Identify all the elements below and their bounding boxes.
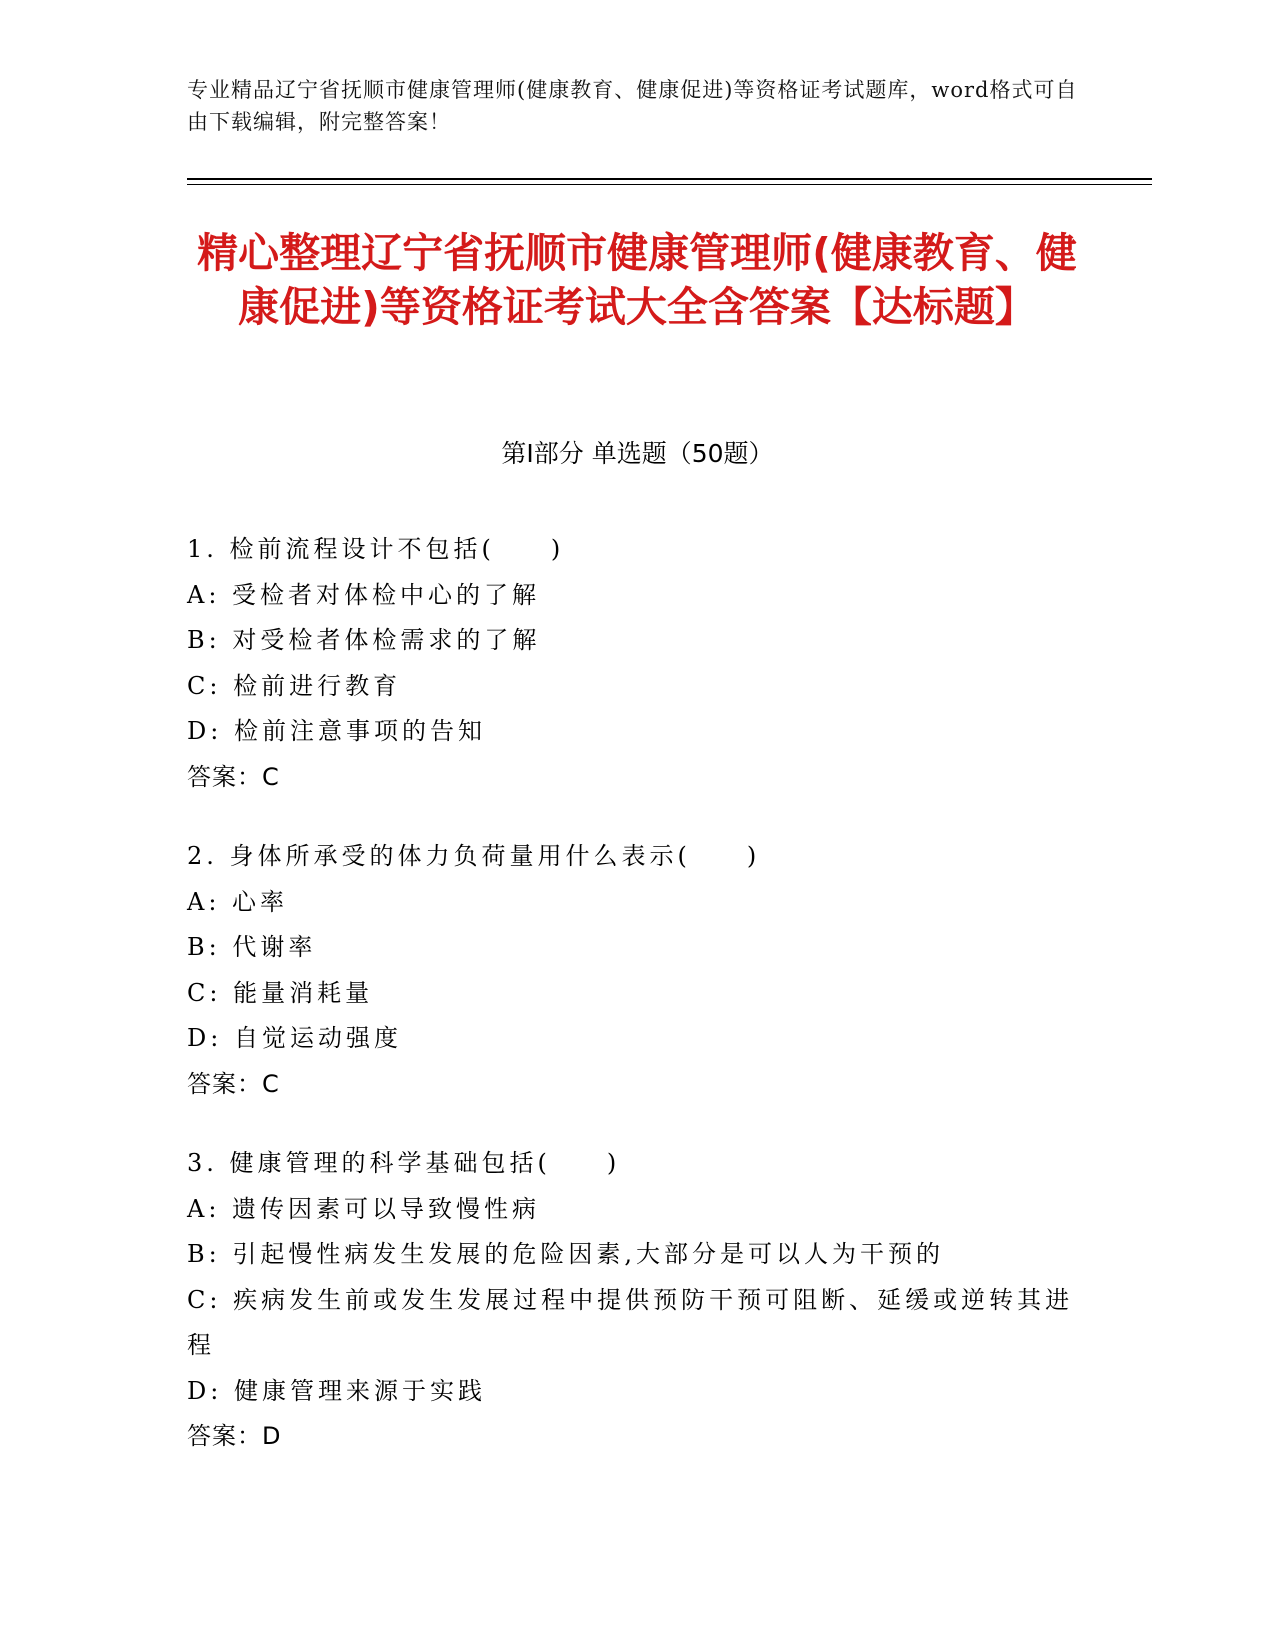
- question-stem: 3. 健康管理的科学基础包括( ): [187, 1149, 621, 1177]
- question-1: [187, 527, 1087, 800]
- section-title: 第Ⅰ部分 单选题（50题）: [501, 439, 774, 468]
- answer: 答案：C: [187, 1069, 280, 1098]
- document-title: 精心整理辽宁省抚顺市健康管理师(健康教育、健康促进)等资格证考试大全含答案【达标题】: [197, 229, 1077, 331]
- answer: 答案：C: [187, 762, 280, 791]
- question-stem: 2. 身体所承受的体力负荷量用什么表示( ): [187, 842, 761, 870]
- option-b: B: 对受检者体检需求的了解: [187, 626, 541, 654]
- question-2: [187, 834, 1087, 1107]
- option-d: D: 健康管理来源于实践: [187, 1376, 486, 1405]
- question-3: [187, 1141, 1087, 1460]
- option-c: C: 能量消耗量: [187, 978, 374, 1007]
- question-list: [187, 527, 1087, 1494]
- option-a: A: 受检者对体检中心的了解: [187, 580, 541, 609]
- option-c: C: 检前进行教育: [187, 671, 402, 700]
- option-b: B: 引起慢性病发生发展的危险因素,大部分是可以人为干预的: [187, 1240, 944, 1268]
- option-a: A: 心率: [187, 887, 289, 916]
- header-rule-thick: [187, 178, 1152, 180]
- option-a: A: 遗传因素可以导致慢性病: [187, 1194, 541, 1223]
- option-d: D: 自觉运动强度: [187, 1024, 402, 1052]
- option-b: B: 代谢率: [187, 933, 317, 961]
- question-stem: 1. 检前流程设计不包括( ): [187, 535, 565, 563]
- header-note: 专业精品辽宁省抚顺市健康管理师(健康教育、健康促进)等资格证考试题库，word格式可自由下载编辑，附完整答案！: [187, 78, 1078, 134]
- option-c: C: 疾病发生前或发生发展过程中提供预防干预可阻断、延缓或逆转其进程: [187, 1285, 1074, 1359]
- header-rule-thin: [187, 184, 1152, 185]
- answer: 答案：D: [187, 1422, 282, 1450]
- option-d: D: 检前注意事项的告知: [187, 717, 486, 745]
